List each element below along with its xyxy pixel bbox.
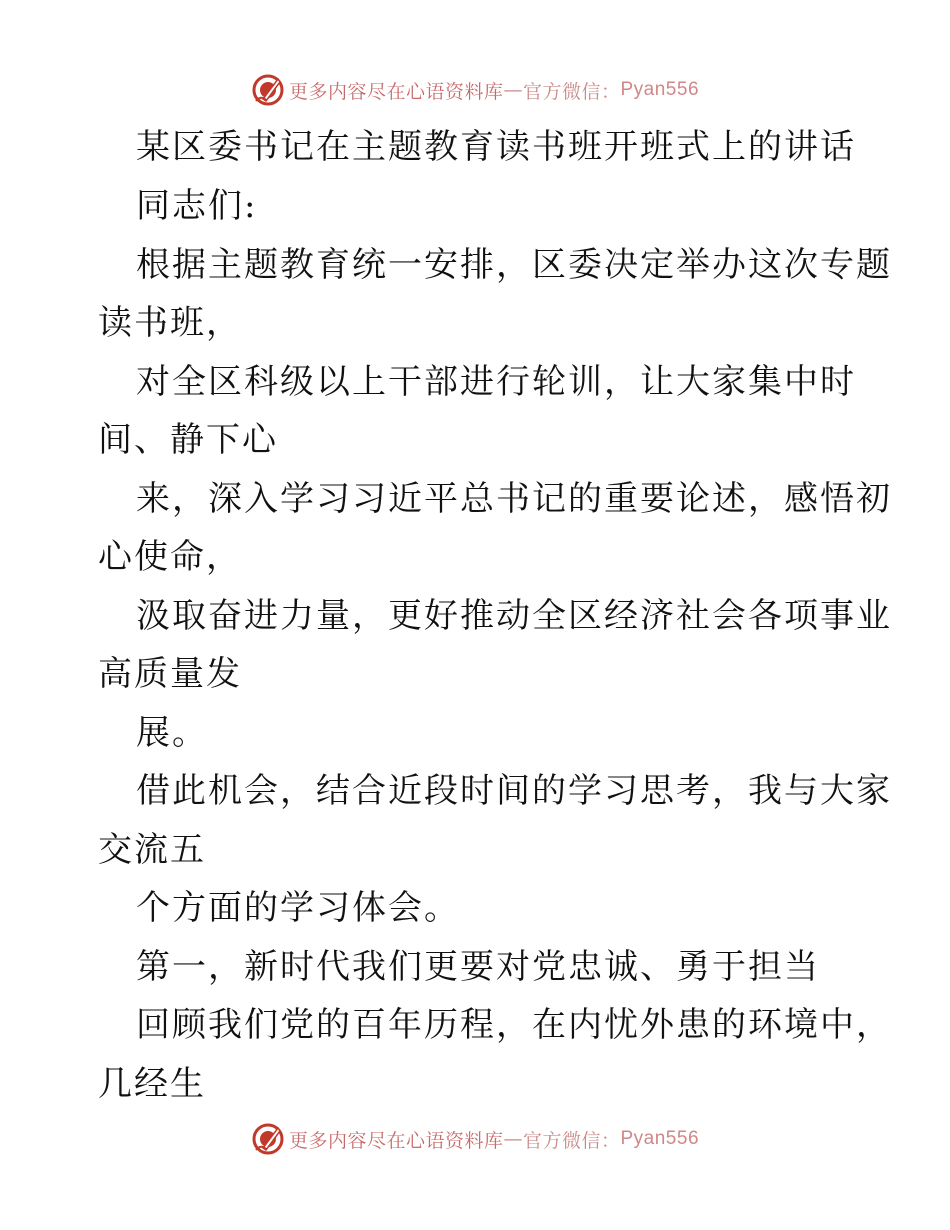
text-line: 高质量发 [98, 654, 242, 694]
banner-brand-text: 更多内容尽在心语资料库 [288, 1129, 504, 1152]
text-line: 回顾我们党的百年历程，在内忧外患的环境中， [136, 1005, 892, 1045]
text-line: 根据主题教育统一安排，区委决定举办这次专题 [136, 245, 892, 285]
banner-separator: — [503, 79, 523, 101]
text-line: 心使命， [98, 537, 242, 577]
banner-wechat-handle: Pyan556 [620, 79, 700, 100]
banner-wechat-handle: Pyan556 [620, 1128, 700, 1149]
text-line: 几经生 [98, 1064, 206, 1104]
banner-brand-text: 更多内容尽在心语资料库 [288, 80, 504, 103]
footer-watermark-banner [0, 1119, 950, 1159]
text-line: 对全区科级以上干部进行轮训，让大家集中时 [136, 362, 856, 402]
text-line: 借此机会，结合近段时间的学习思考，我与大家 [136, 771, 892, 811]
text-line: 交流五 [98, 830, 206, 870]
banner-separator: — [503, 1128, 523, 1150]
salutation: 同志们: [136, 186, 258, 226]
header-watermark-banner [0, 70, 950, 110]
text-line: 个方面的学习体会。 [136, 888, 460, 928]
section-heading: 第一，新时代我们更要对党忠诚、勇于担当 [136, 947, 820, 987]
pen-nib-logo-icon [251, 73, 285, 107]
text-line: 来，深入学习习近平总书记的重要论述，感悟初 [136, 479, 892, 519]
pen-nib-logo-icon [251, 1122, 285, 1156]
text-line: 读书班， [98, 303, 242, 343]
text-line: 展。 [136, 713, 208, 753]
text-line: 间、静下心 [98, 420, 278, 460]
document-title: 某区委书记在主题教育读书班开班式上的讲话 [136, 127, 856, 167]
banner-wechat-label: 官方微信： [522, 1129, 621, 1152]
text-line: 汲取奋进力量，更好推动全区经济社会各项事业 [136, 596, 892, 636]
banner-wechat-label: 官方微信： [522, 80, 621, 103]
